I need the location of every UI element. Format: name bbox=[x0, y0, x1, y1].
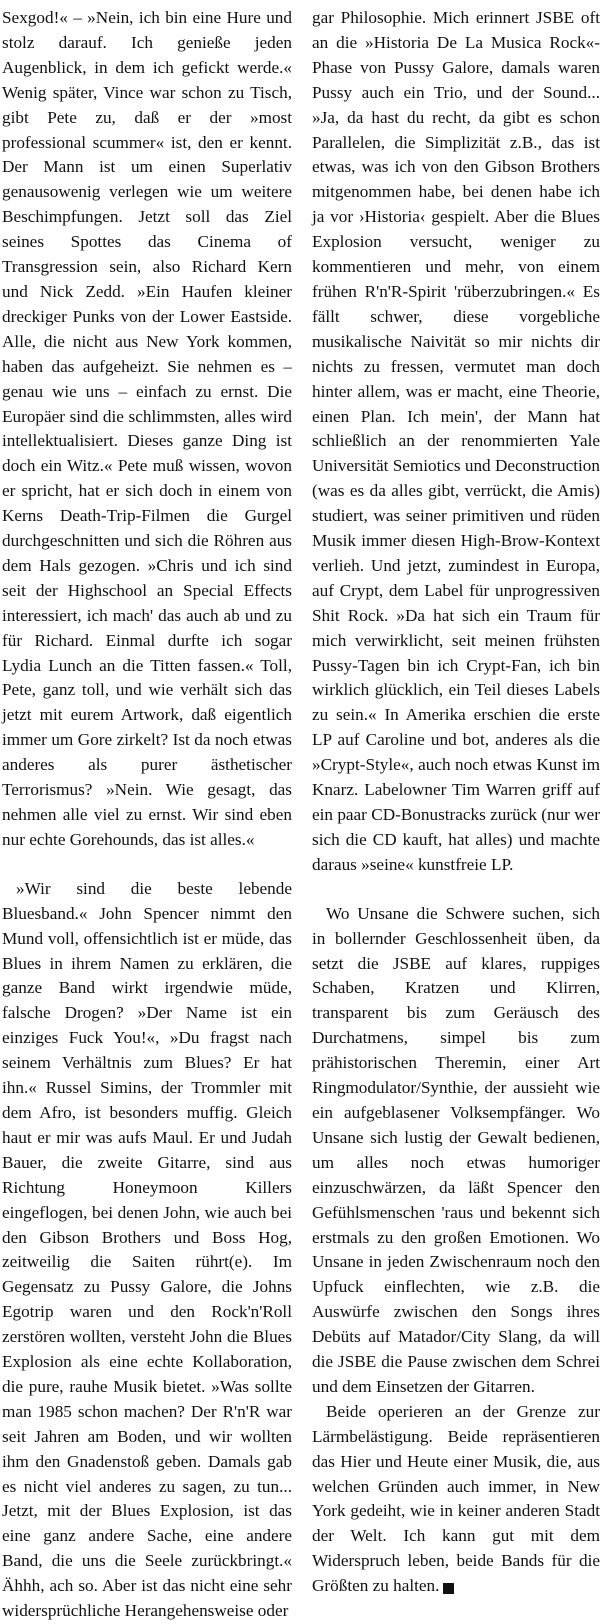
right-paragraph-1: gar Philosophie. Mich erinnert JSBE oft an die »Historia De La Musica Rock«-Phase von Pussy Galore, damals waren Pussy auch ein Trio, und der Sound... »Ja, da hast du recht, da gibt es schon Parallelen, die Simplizität z.B., das ist etwas, was ich von den Gibson Brothers mitgenommen habe, bei denen habe ich ja vor ›Historia‹ gespielt. Aber die Blues Explosion versucht, weniger zu kommentieren und mehr, von einem frühen R'n'R-Spirit 'rüberzubringen.« Es fällt schwer, diese vorgebliche musikalische Naivität so mir nichts dir nichts zu fressen, vermutet man doch hinter allem, was er macht, eine Theorie, einen Plan. Ich mein', der Mann hat schließlich an der renommierten Yale Universität Semiotics und Deconstruction (was es da alles gibt, verrückt, die Amis) studiert, was seiner primitiven und rüden Musik immer diesen High-Brow-Kontext verlieh. Und jetzt, zumindest in Europa, auf Crypt, dem Label für unprogressiven Shit Rock. »Da hat sich ein Traum für mich verwirklicht, seit meinen frühsten Pussy-Tagen bin ich Crypt-Fan, ich bin wirklich glücklich, ein Teil dieses Labels zu sein.« In Amerika erschien die erste LP auf Caroline und bot, anderes als die »Crypt-Style«, auch noch etwas Kunst im Knarz. Labelowner Tim Warren griff auf ein paar CD-Bonustracks zurück (nur wer sich die CD kauft, hat alles) und machte daraus »seine« kunstfreie LP. bbox=[312, 8, 600, 874]
right-paragraph-3 bbox=[312, 1400, 600, 1599]
left-paragraph-1: Sexgod!« – »Nein, ich bin eine Hure und stolz darauf. Ich genieße jeden Augenblick, in dem ich gefickt werde.« Wenig später, Vince war schon zu Tisch, gibt Pete zu, daß er der »most professional scummer« ist, den er kennt. Der Mann ist um einen Superlativ genausowenig verlegen wie um weitere Beschimpfungen. Jetzt soll das Ziel seines Spottes das Cinema of Transgression sein, also Richard Kern und Nick Zedd. »Ein Haufen kleiner dreckiger Punks von der Lower Eastside. Alle, die nicht aus New York kommen, haben das aufgeheizt. Sie nehmen es – genau wie uns – einfach zu ernst. Die Europäer sind die schlimmsten, alles wird intellektualisiert. Dieses ganze Ding ist doch ein Witz.« Pete muß wissen, wovon er spricht, hat er sich doch in einem von Kerns Death-Trip-Filmen die Gurgel durchgeschnitten und sich die Röhren aus dem Hals gezogen. »Chris und ich sind seit der Highschool an Special Effects interessiert, ich mach' das auch ab und zu für Richard. Einmal durfte ich sogar Lydia Lunch an die Titten fassen.« Toll, Pete, ganz toll, und wie verhält sich das jetzt mit eurem Artwork, daß eigentlich immer um Gore zirkelt? Ist da noch etwas anderes als purer ästhetischer Terrorismus? »Nein. Wie gesagt, das nehmen alle viel zu ernst. Wir sind eben nur echte Gorehounds, das ist alles.« bbox=[2, 8, 292, 849]
left-paragraph-2: »Wir sind die beste lebende Bluesband.« John Spencer nimmt den Mund voll, offensichtlich ist er müde, das Blues in ihrem Namen zu erklären, die ganze Band wirkt irgendwie müde, falsche Drogen? »Der Name ist ein einziges Fuck You!«, »Du fragst nach seinem Verhältnis zum Blues? Er hat ihn.« Russel Simins, der Trommler mit dem Afro, ist besonders muffig. Gleich haut er mir was aufs Maul. Er und Judah Bauer, die zweite Gitarre, sind aus Richtung Honeymoon Killers eingeflogen, bei denen John, wie auch bei den Gibson Brothers und Boss Hog, zeitweilig die Saiten rührt(e). Im Gegensatz zu Pussy Galore, die Johns Egotrip waren und den Rock'n'Roll zerstören wollten, versteht John die Blues Explosion als eine echte Kollaboration, die pure, rauhe Musik bietet. »Was sollte man 1985 schon machen? Der R'n'R war seit Jahren am Boden, und wir wollten ihm den Gnadenstoß geben. Damals gab es nicht viel anderes zu sagen, zu tun... Jetzt, mit der Blues Explosion, ist das eine ganz andere Sache, eine andere Band, die uns die Seele zurückbringt.« Ähhh, ach so. Aber ist das nicht eine sehr widersprüchliche Herangehensweise oder bbox=[2, 878, 292, 1621]
left-column bbox=[2, 6, 292, 1624]
right-paragraph-2: Wo Unsane die Schwere suchen, sich in bollernder Geschlossenheit üben, da setzt die JSBE auf klares, ruppiges Schaben, Kratzen und Klirren, transparent bis zum Geräusch des Durchatmens, simpel bis zum prähistorischen Theremin, einer Art Ringmodulator/Synthie, der aussieht wie ein aufgeblasener Volksempfänger. Wo Unsane sich lustig der Gewalt bedienen, um alles noch etwas humoriger einzuschwärzen, da läßt Spencer den Gefühlsmenschen 'raus und bekennt sich erstmals zu den großen Emotionen. Wo Unsane in jeden Zwischenraum noch den Upfuck einflechten, wie z.B. die Auswürfe zwischen den Songs ihres Debüts auf Matador/City Slang, da will die JSBE die Pause zwischen dem Schrei und dem Einsetzen der Gitarren. bbox=[312, 903, 600, 1396]
right-paragraph-3-text: Beide operieren an der Grenze zur Lärmbelästigung. Beide repräsentieren das Hier und Heute einer Musik, die, aus welchen Gründen auch immer, in New York gedeiht, wie in keiner anderen Stadt der Welt. Ich kann gut mit dem Widerspruch leben, beide Bands für die Größten zu halten. bbox=[312, 1401, 600, 1596]
end-mark-icon: ✕ bbox=[443, 1583, 454, 1594]
right-column bbox=[312, 6, 600, 1599]
